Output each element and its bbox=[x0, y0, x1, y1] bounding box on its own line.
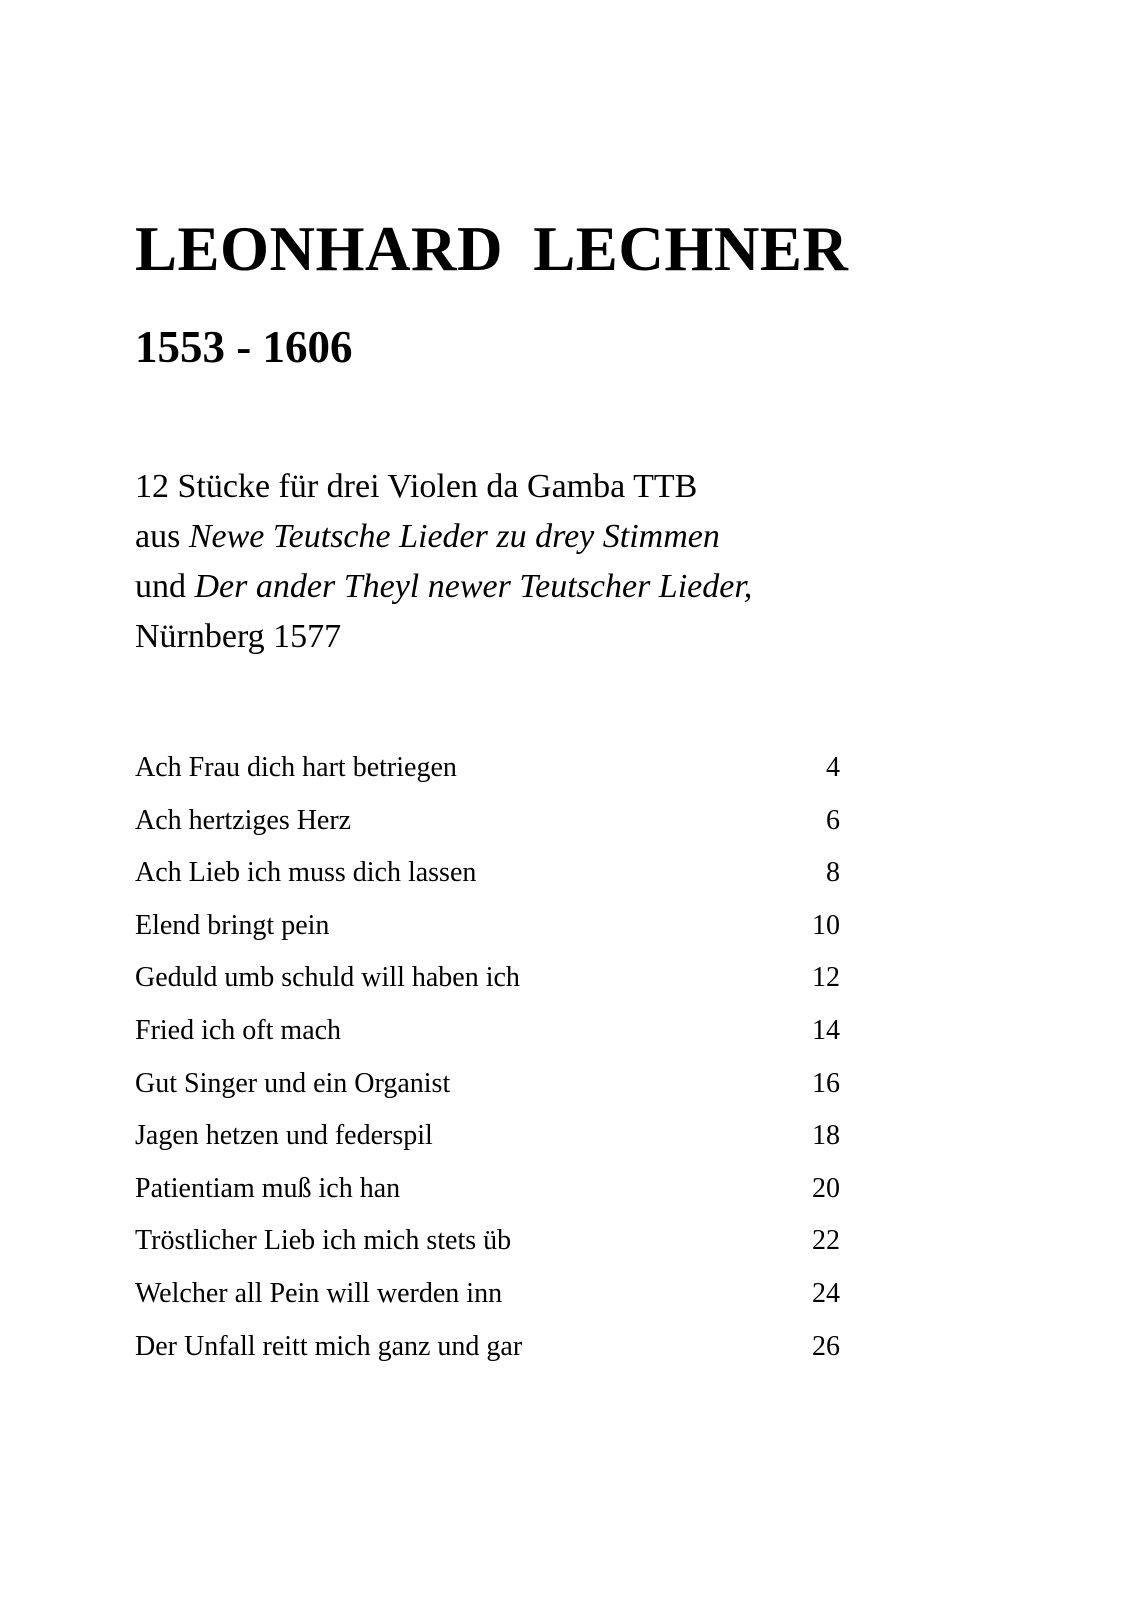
toc-entry-title: Ach hertziges Herz bbox=[135, 804, 352, 836]
toc-entry-title: Ach Frau dich hart betriegen bbox=[135, 752, 457, 783]
toc-entry-title: Geduld umb schuld will haben ich bbox=[135, 962, 520, 994]
description-line-1: 12 Stücke für drei Violen da Gamba TTB bbox=[135, 468, 698, 505]
toc-entry-title: Fried ich oft mach bbox=[135, 1014, 342, 1046]
toc-entry-page: 4 bbox=[826, 752, 840, 783]
toc-entry-title: Elend bringt pein bbox=[135, 909, 330, 941]
toc-entry bbox=[135, 1069, 840, 1122]
toc-entry-page: 6 bbox=[826, 804, 840, 836]
toc-entry bbox=[135, 806, 840, 859]
toc-entry bbox=[135, 911, 840, 964]
toc-entry bbox=[135, 1121, 840, 1174]
toc-entry-page: 10 bbox=[812, 909, 840, 941]
composer-name: LEONHARD LECHNER bbox=[135, 214, 849, 284]
source-title-2: Der ander Theyl newer Teutscher Lieder, bbox=[194, 568, 753, 605]
toc-entry bbox=[135, 753, 840, 806]
toc-entry-page: 22 bbox=[812, 1225, 840, 1257]
toc-entry-page: 8 bbox=[826, 857, 840, 889]
description-line-2 bbox=[135, 512, 752, 562]
toc-entry bbox=[135, 1174, 840, 1227]
toc-entry-page: 18 bbox=[812, 1120, 840, 1152]
toc-entry-page: 24 bbox=[812, 1277, 840, 1309]
description-line-2-prefix: aus bbox=[135, 518, 189, 555]
toc-entry-title: Welcher all Pein will werden inn bbox=[135, 1277, 503, 1309]
description-line-3 bbox=[135, 562, 752, 612]
table-of-contents bbox=[135, 753, 840, 1384]
description-line-3-prefix: und bbox=[135, 568, 195, 605]
toc-entry-page: 12 bbox=[812, 962, 840, 994]
toc-entry-page: 26 bbox=[812, 1330, 840, 1362]
toc-entry-page: 16 bbox=[812, 1067, 840, 1099]
description-line-4: Nürnberg 1577 bbox=[135, 618, 342, 655]
toc-entry-title: Jagen hetzen und federspil bbox=[135, 1120, 433, 1152]
toc-entry-title: Der Unfall reitt mich ganz und gar bbox=[135, 1330, 523, 1362]
toc-entry-title: Patientiam muß ich han bbox=[135, 1172, 401, 1204]
toc-entry-page: 14 bbox=[812, 1014, 840, 1046]
composer-dates: 1553 - 1606 bbox=[135, 322, 353, 372]
toc-entry-title: Ach Lieb ich muss dich lassen bbox=[135, 857, 477, 889]
toc-entry bbox=[135, 1279, 840, 1332]
toc-entry bbox=[135, 1226, 840, 1279]
toc-entry-page: 20 bbox=[812, 1172, 840, 1204]
work-description bbox=[135, 462, 752, 662]
toc-entry bbox=[135, 1332, 840, 1385]
toc-entry bbox=[135, 858, 840, 911]
toc-entry-title: Tröstlicher Lieb ich mich stets üb bbox=[135, 1225, 512, 1257]
toc-entry bbox=[135, 963, 840, 1016]
toc-entry-title: Gut Singer und ein Organist bbox=[135, 1067, 451, 1099]
source-title-1: Newe Teutsche Lieder zu drey Stimmen bbox=[188, 518, 720, 555]
toc-entry bbox=[135, 1016, 840, 1069]
